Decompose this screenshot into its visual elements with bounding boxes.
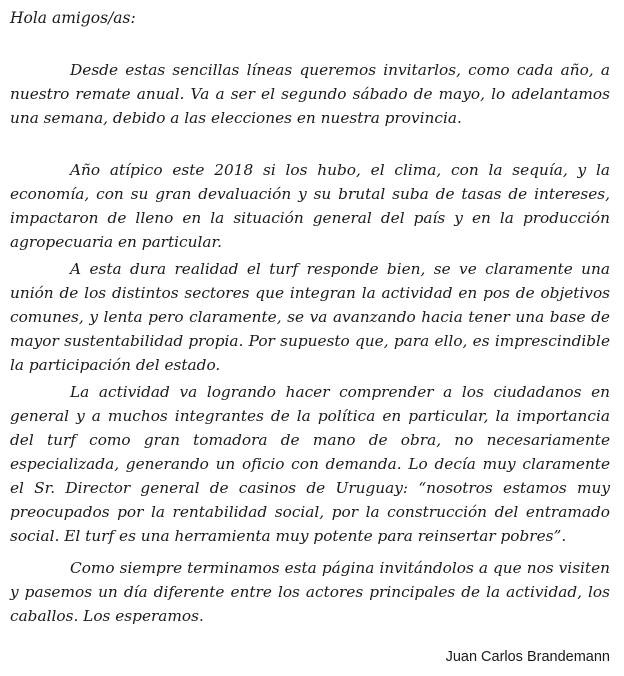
paragraph-turf-response: A esta dura realidad el turf responde bien, se ve claramente una unión de los distintos sectores que integran la actividad en pos de objetivos comunes, y lenta pero claramente, se va avanzando hacia tener una base de mayor sustentabilidad propia. Por supuesto que, para ello, es imprescindible la participación del estado. xyxy=(10,260,610,374)
paragraph-atypical-year: Año atípico este 2018 si los hubo, el clima, con la sequía, y la economía, con su gran devaluación y su brutal suba de tasas de intereses, impactaron de lleno en la situación general del país y en la producción agropecuaria en particular. xyxy=(10,161,610,251)
paragraph-social-importance: La actividad va logrando hacer comprender a los ciudadanos en general y a muchos integrantes de la política en particular, la importancia del turf como gran tomadora de mano de obra, no necesariamente especializada, generando un oficio con demanda. Lo decía muy claramente el Sr. Director general de casinos de Uruguay: “nosotros estamos muy preocupados por la rentabilidad social, por la construcción del entramado social. El turf es una herramienta muy potente para reinsertar pobres”. xyxy=(10,383,610,545)
paragraph-closing-invitation: Como siempre terminamos esta página invitándolos a que nos visiten y pasemos un día diferente entre los actores principales de la actividad, los caballos. Los esperamos. xyxy=(10,559,610,625)
letter-greeting: Hola amigos/as: xyxy=(10,9,136,27)
signature: Juan Carlos Brandemann xyxy=(445,649,610,665)
paragraph-invitation: Desde estas sencillas líneas queremos invitarlos, como cada año, a nuestro remate anual. Va a ser el segundo sábado de mayo, lo adelantamos una semana, debido a las elecciones en nuestra provincia. xyxy=(10,61,610,127)
